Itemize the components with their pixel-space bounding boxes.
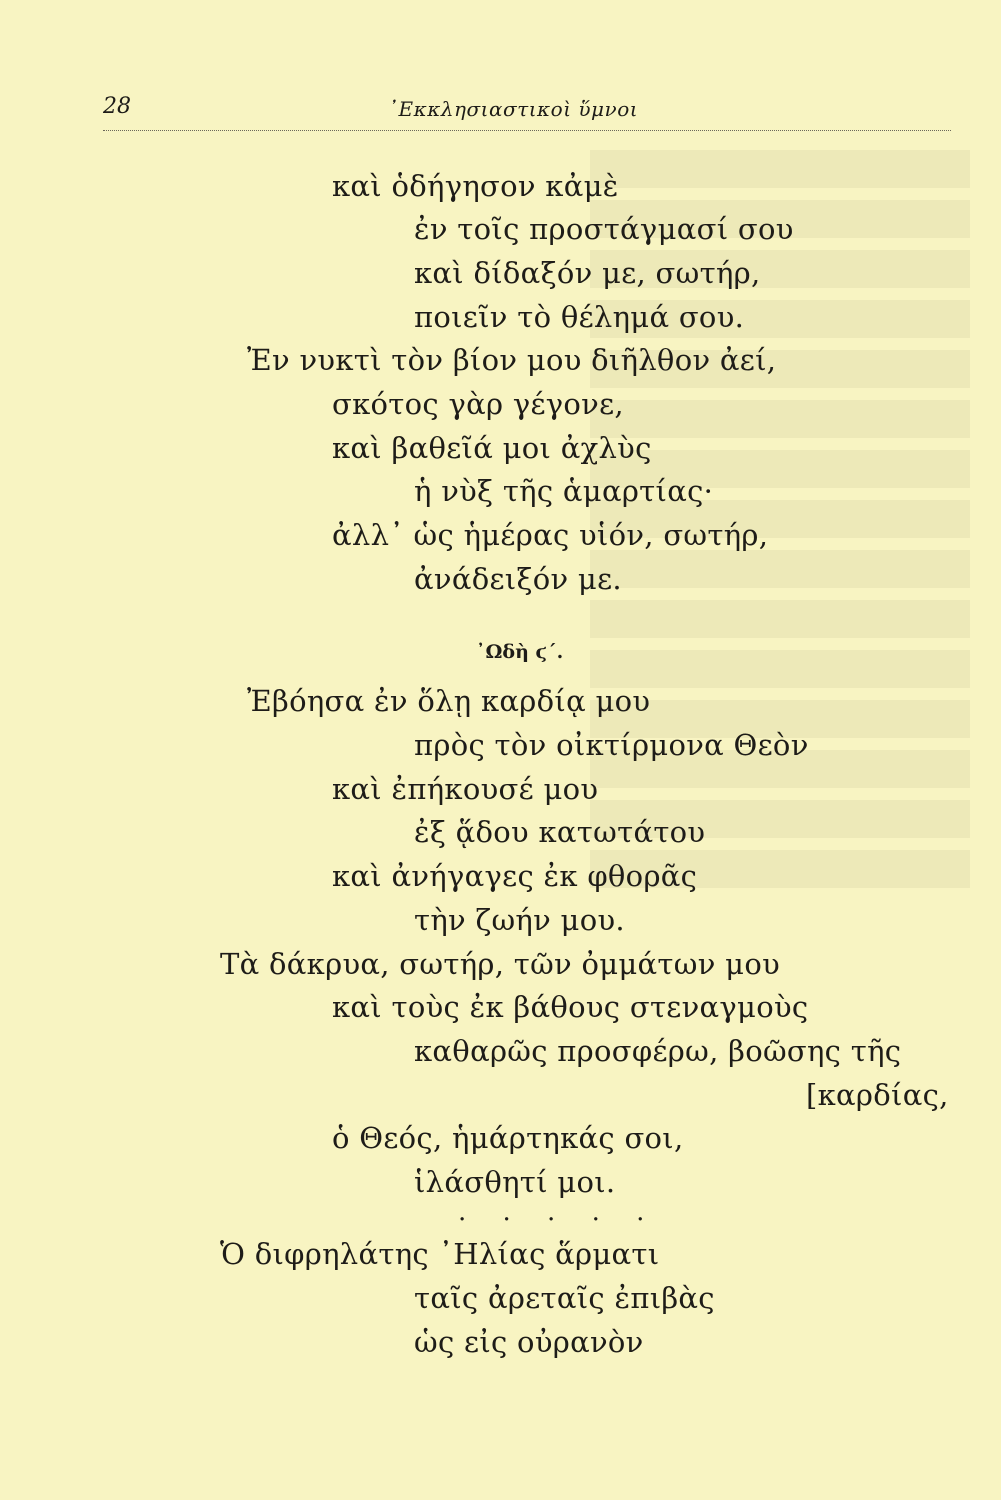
verse-line: καὶ ὁδήγησον κἀμὲ — [332, 169, 619, 203]
verse-line: ποιεῖν τὸ θέλημά σου. — [414, 300, 745, 334]
header-rule — [103, 130, 951, 131]
verse-line: ἐξ ᾅδου κατωτάτου — [414, 815, 706, 849]
verse-line-continuation: [καρδίας, — [806, 1078, 949, 1112]
omission-dots: . . . . . — [458, 1197, 659, 1227]
ode-heading: ᾿Ωδὴ ϛ΄. — [476, 641, 564, 663]
verse-line: καὶ ἀνήγαγες ἐκ φθορᾶς — [332, 859, 698, 893]
verse-line: σκότος γὰρ γέγονε, — [332, 387, 624, 421]
verse-line: πρὸς τὸν οἰκτίρμονα Θεὸν — [414, 728, 809, 762]
verse-line: καθαρῶς προσφέρω, βοῶσης τῆς — [414, 1034, 902, 1068]
verse-line: ἀνάδειξόν με. — [414, 562, 622, 596]
verse-line: ὁ Θεός, ἡμάρτηκάς σοι, — [332, 1121, 684, 1155]
verse-line: καὶ βαθεῖά μοι ἀχλὺς — [332, 431, 652, 465]
page-number: 28 — [103, 94, 131, 119]
verse-line: ὡς εἰς οὐρανὸν — [414, 1325, 644, 1359]
verse-line: Τὰ δάκρυα, σωτήρ, τῶν ὀμμάτων μου — [220, 947, 781, 981]
verse-line: Ἐν νυκτὶ τὸν βίον μου διῆλθον ἀεί, — [247, 343, 777, 377]
verse-line: τὴν ζωήν μου. — [414, 903, 625, 937]
verse-line: καὶ ἐπήκουσέ μου — [332, 772, 599, 806]
verse-line: ἡ νὺξ τῆς ἁμαρτίας· — [414, 474, 714, 508]
verse-line: ἐν τοῖς προστάγμασί σου — [414, 212, 794, 246]
verse-line: καὶ τοὺς ἐκ βάθους στεναγμοὺς — [332, 990, 809, 1024]
running-title: ᾿Εκκλησιαστικοὶ ὕμνοι — [388, 97, 639, 121]
verse-line: ταῖς ἀρεταῖς ἐπιβὰς — [414, 1281, 715, 1315]
verse-line: Ἐβόησα ἐν ὅλῃ καρδίᾳ μου — [247, 684, 651, 718]
verse-line: ἀλλ᾿ ὡς ἡμέρας υἱόν, σωτήρ, — [332, 518, 769, 552]
verse-line: καὶ δίδαξόν με, σωτήρ, — [414, 256, 761, 290]
verse-line: Ὁ διφρηλάτης ᾿Ηλίας ἅρματι — [220, 1237, 660, 1271]
verse-line: ἱλάσθητί μοι. — [414, 1165, 616, 1199]
